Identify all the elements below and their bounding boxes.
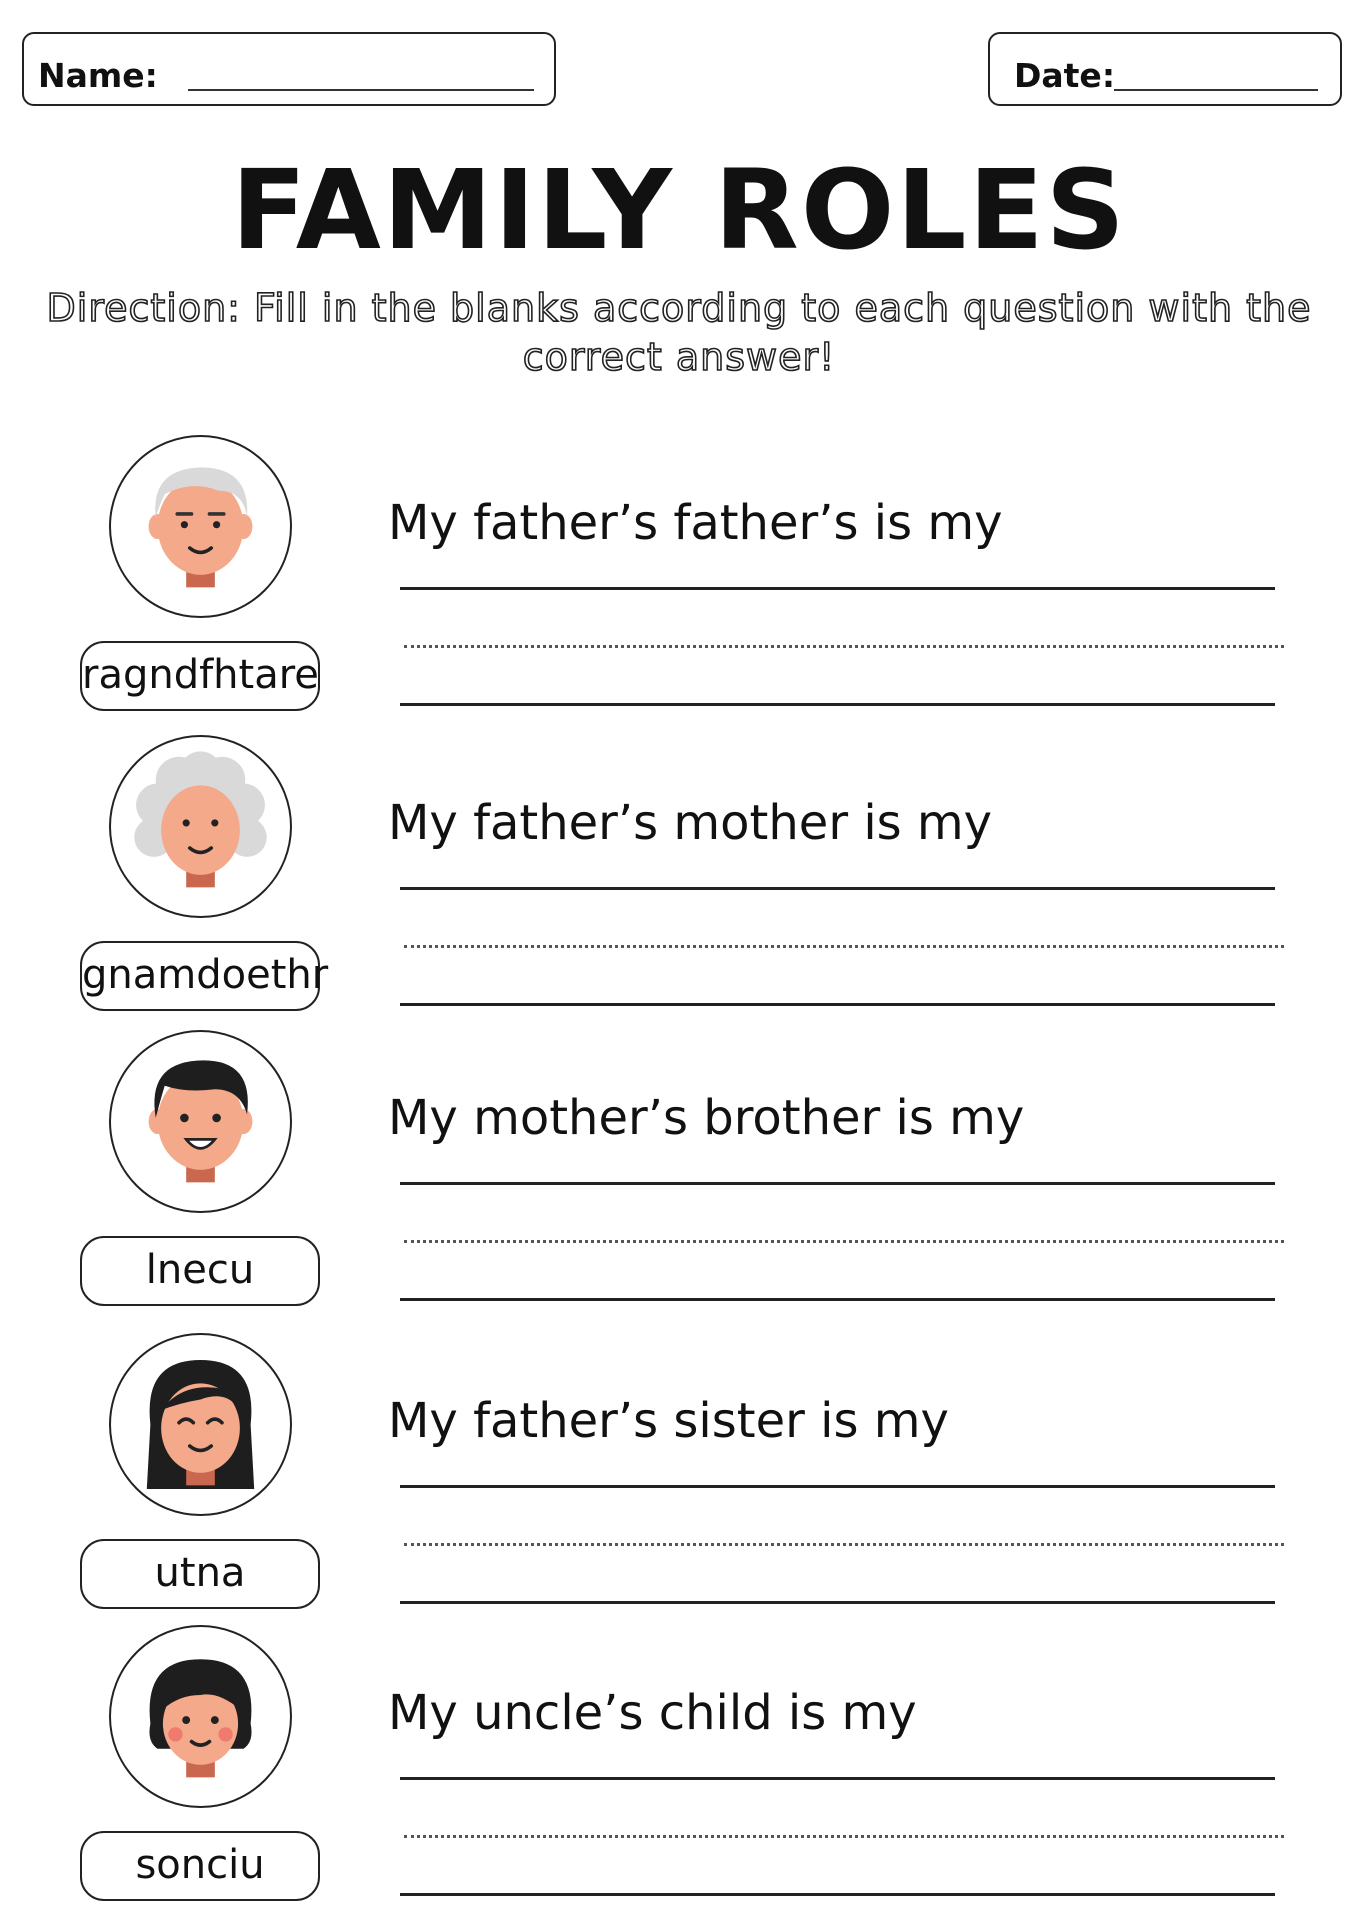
scrambled-word-box: gnamdoethr [80, 941, 320, 1011]
answer-line[interactable] [400, 887, 1275, 890]
answer-guide-line [404, 645, 1284, 648]
question-text: My father’s father’s is my [388, 495, 1003, 551]
answer-guide-line [404, 1240, 1284, 1243]
date-label: Date: [1014, 56, 1116, 95]
answer-baseline [400, 1893, 1275, 1896]
uncle-avatar [109, 1030, 292, 1213]
answer-line[interactable] [400, 1182, 1275, 1185]
answer-guide-line [404, 1835, 1284, 1838]
cousin-avatar [109, 1625, 292, 1808]
scrambled-word-box: sonciu [80, 1831, 320, 1901]
answer-guide-line [404, 945, 1284, 948]
date-input-line[interactable] [1114, 89, 1318, 91]
answer-baseline [400, 703, 1275, 706]
question-text: My mother’s brother is my [388, 1090, 1025, 1146]
question-text: My uncle’s child is my [388, 1685, 917, 1741]
scrambled-word-box: ragndfhtare [80, 641, 320, 711]
answer-baseline [400, 1298, 1275, 1301]
question-item [0, 1030, 1358, 1330]
grandfather-avatar [109, 435, 292, 618]
answer-line[interactable] [400, 587, 1275, 590]
date-field-box [988, 32, 1342, 106]
aunt-avatar [109, 1333, 292, 1516]
name-input-line[interactable] [188, 89, 534, 91]
answer-line[interactable] [400, 1485, 1275, 1488]
answer-baseline [400, 1003, 1275, 1006]
answer-guide-line [404, 1543, 1284, 1546]
scrambled-word-box: lnecu [80, 1236, 320, 1306]
answer-line[interactable] [400, 1777, 1275, 1780]
question-item [0, 735, 1358, 1035]
scrambled-word-box: utna [80, 1539, 320, 1609]
question-text: My father’s sister is my [388, 1393, 949, 1449]
name-label: Name: [38, 56, 158, 95]
grandmother-avatar [109, 735, 292, 918]
question-item [0, 1333, 1358, 1633]
page-title: FAMILY ROLES [231, 146, 1127, 274]
question-item [0, 435, 1358, 735]
question-item [0, 1625, 1358, 1925]
name-field-box [22, 32, 556, 106]
question-text: My father’s mother is my [388, 795, 993, 851]
answer-baseline [400, 1601, 1275, 1604]
direction-text: Direction: Fill in the blanks according to each question with the correct answer! [46, 286, 1312, 379]
